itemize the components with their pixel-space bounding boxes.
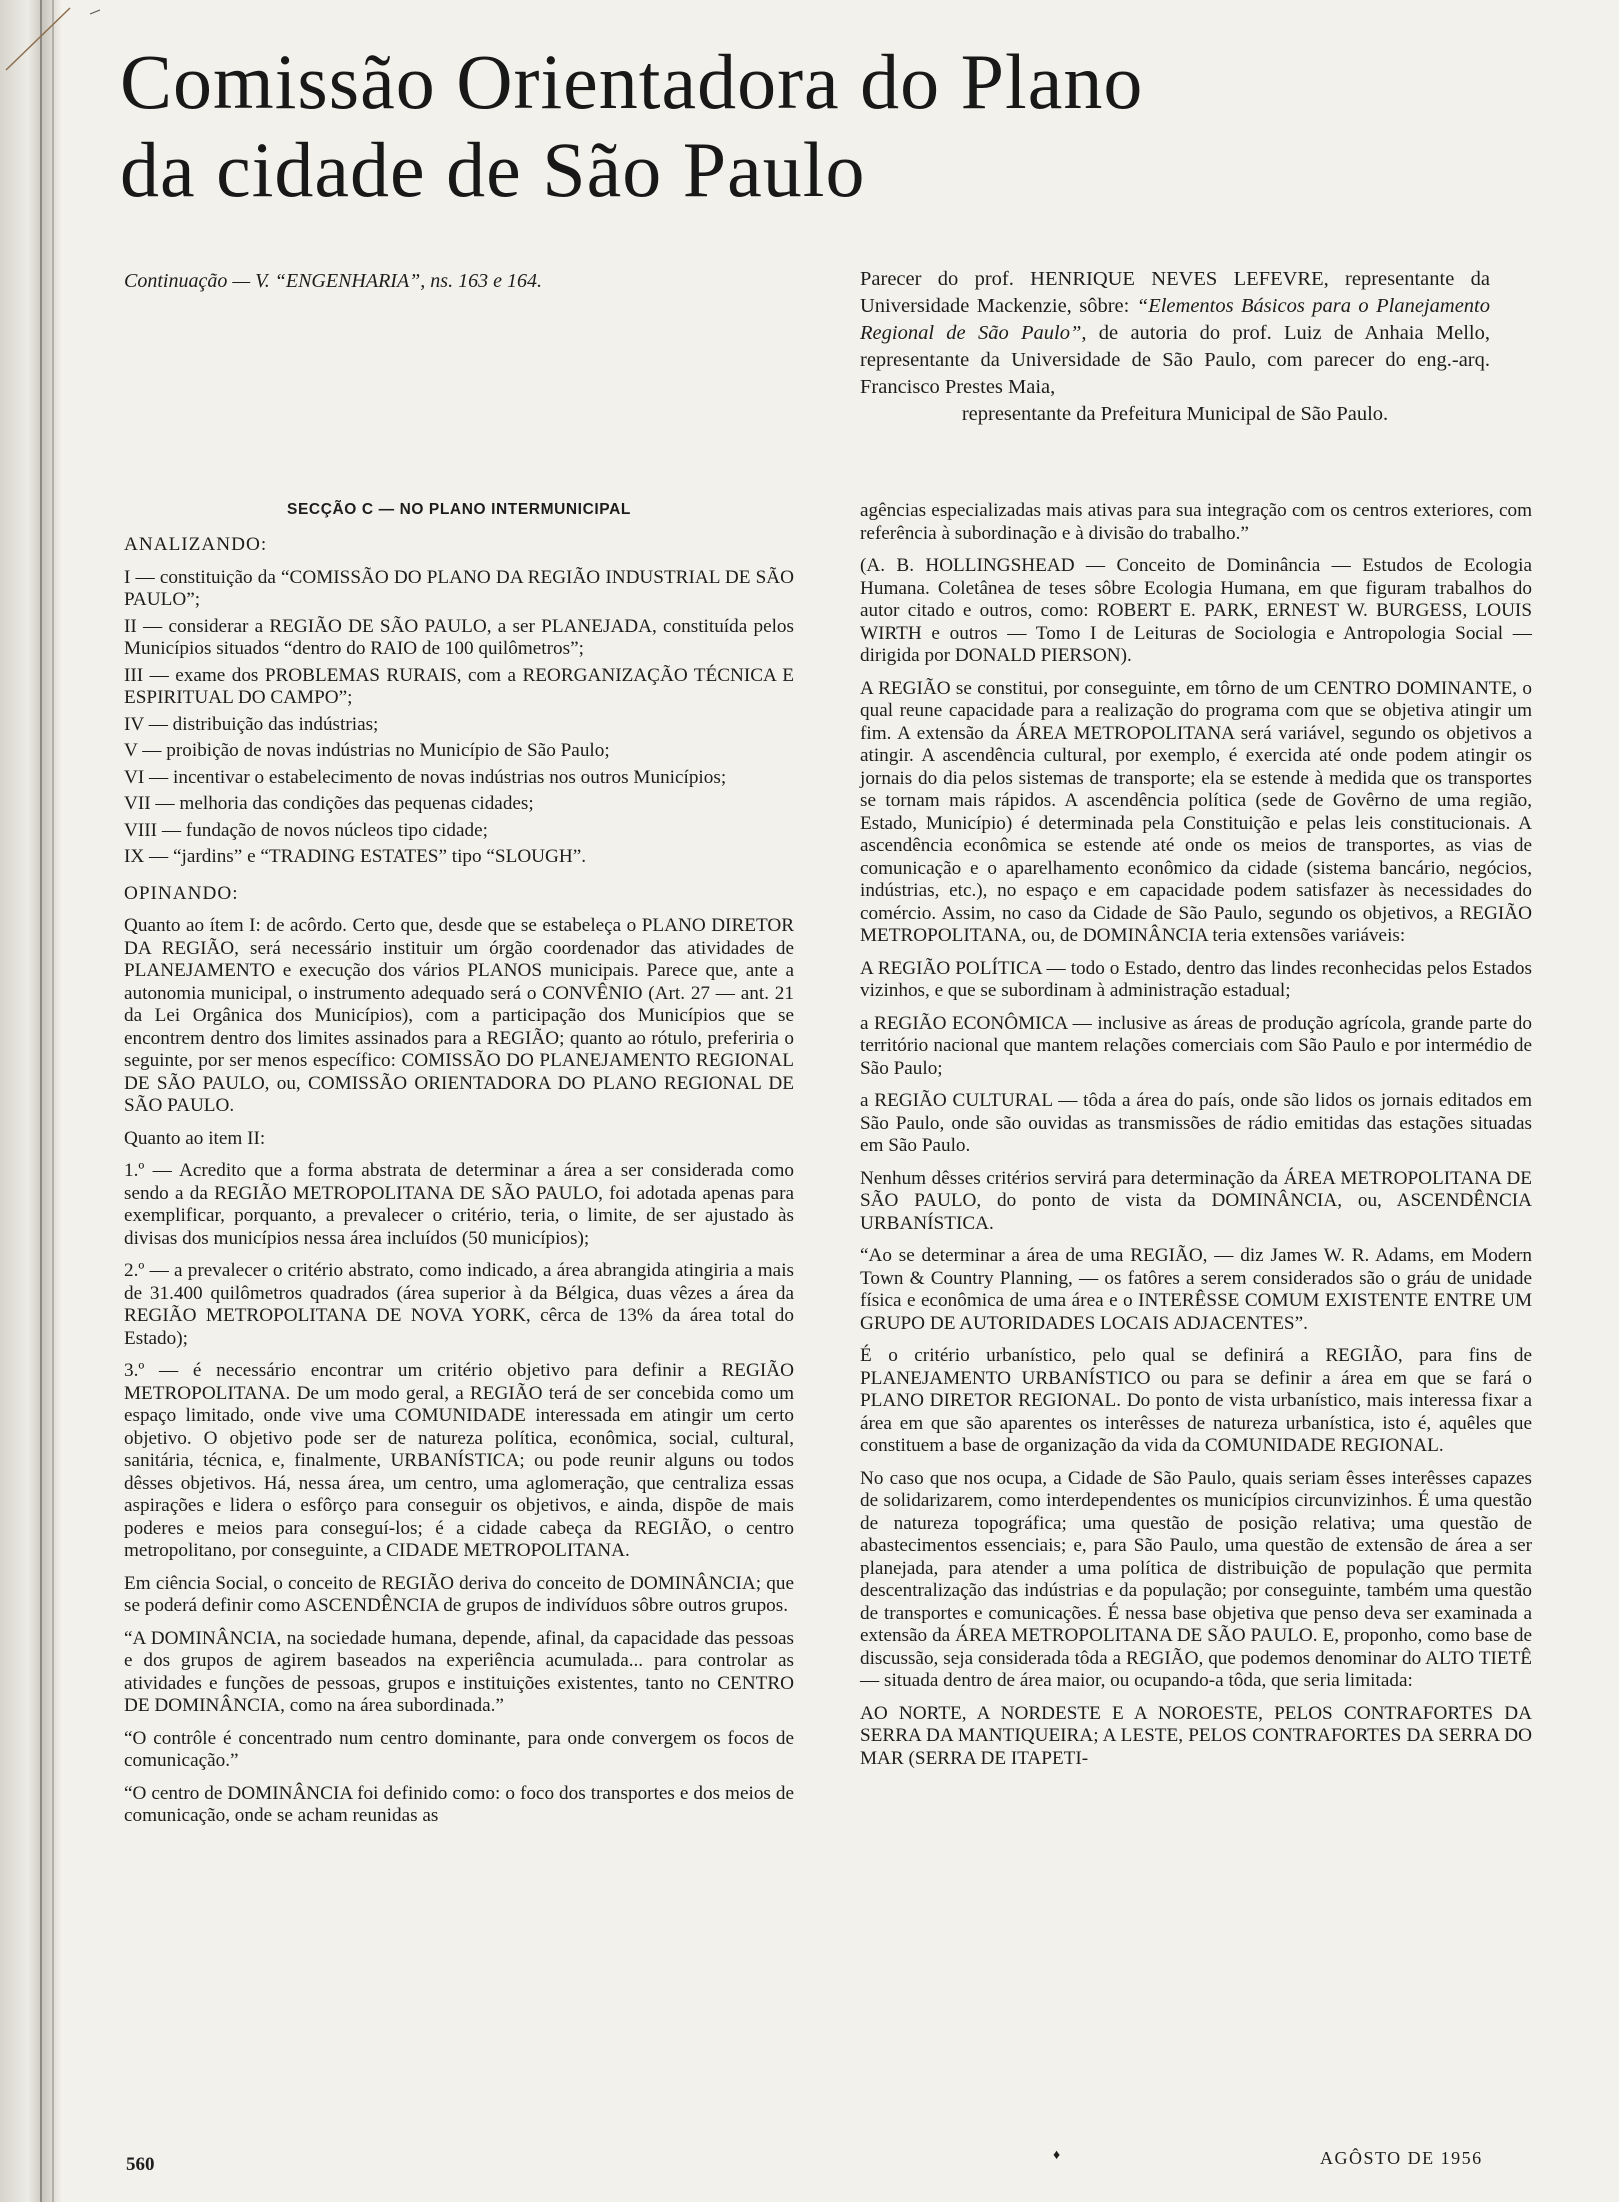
list-item: IX — “jardins” e “TRADING ESTATES” tipo “SLOUGH”.	[124, 846, 587, 867]
pencil-mark	[0, 0, 120, 90]
continuation-note: Continuação — V. “ENGENHARIA”, ns. 163 e 164.	[124, 270, 542, 292]
body-paragraph: Em ciência Social, o conceito de REGIÃO deriva do conceito de DOMINÂNCIA; que se poderá definir como ASCENDÊNCIA de grupos de indivíduos sôbre outros grupos.	[124, 1572, 794, 1616]
parecer-intro	[860, 266, 1490, 428]
body-paragraph: 2.º — a prevalecer o critério abstrato, como indicado, a área abrangida atingiria a mais de 31.400 quilômetros quadrados (área superior à da Bélgica, duas vêzes a área da REGIÃO METROPOLITANA DE NOVA YORK, cêrca de 13% da área total do Estado);	[124, 1260, 794, 1349]
opinando-label: OPINANDO:	[124, 882, 239, 904]
parecer-text-3: representante da Prefeitura Municipal de São Paulo.	[961, 403, 1389, 425]
body-paragraph: AO NORTE, A NORDESTE E A NOROESTE, PELOS CONTRAFORTES DA SERRA DA MANTIQUEIRA; A LESTE, PELOS CONTRAFORTES DA SERRA DO MAR (SERRA DE ITAPETI-	[860, 1702, 1532, 1769]
spine-line	[40, 0, 42, 2202]
list-item: V — proibição de novas indústrias no Município de São Paulo;	[124, 740, 610, 761]
body-paragraph: “O centro de DOMINÂNCIA foi definido como: o foco dos transportes e dos meios de comunicação, onde se acham reunidas as	[124, 1782, 794, 1826]
issue-date: AGÔSTO DE 1956	[1320, 2148, 1483, 2168]
right-column	[860, 500, 1532, 1780]
page-number: 560	[126, 2154, 155, 2175]
body-paragraph: 1.º — Acredito que a forma abstrata de determinar a área a ser considerada como sendo a da REGIÃO METROPOLITANA DE SÃO PAULO, foi adotada apenas para exemplificar, porquanto, a prevalecer o critério, teria, o limite, de ser ajustado às divisas dos municípios nessa área incluídos (50 municípios);	[124, 1160, 794, 1249]
body-paragraph: Quanto ao item II:	[124, 1127, 266, 1149]
parecer-text-1: Parecer do prof. HENRIQUE NEVES LEFEVRE, representante da Universidade Mackenzie, sôbre:	[860, 268, 1490, 317]
list-item: IV — distribuição das indústrias;	[124, 713, 379, 735]
body-paragraph: Quanto ao ítem I: de acôrdo. Certo que, desde que se estabeleça o PLANO DIRETOR DA REGIÃO, será necessário instituir um órgão coordenador das atividades de PLANEJAMENTO e execução dos vários PLANOS municipais. Parece que, ante a autonomia municipal, o instrumento adequado será o CONVÊNIO (Art. 27 — ant. 21 da Lei Orgânica dos Municípios), com a participação dos Municípios que se encontrem dentro dos limites assinados para a REGIÃO; quanto ao rótulo, preferiria o seguinte, por ser menos específico: COMISSÃO DO PLANEJAMENTO REGIONAL DE SÃO PAULO, ou, COMISSÃO ORIENTADORA DO PLANO REGIONAL DE SÃO PAULO.	[124, 915, 794, 1116]
body-paragraph: “A DOMINÂNCIA, na sociedade humana, depende, afinal, da capacidade das pessoas e dos grupos de agirem baseados na experiência acumulada... para controlar as atividades e funções de pessoas, grupos e instituições existentes, tanto no CENTRO DE DOMINÂNCIA, como na área subordinada.”	[124, 1627, 794, 1716]
parecer-work-title: “Elementos Básicos para o Planejamento Regional de São Paulo”	[860, 295, 1490, 344]
list-item: III — exame dos PROBLEMAS RURAIS, com a REORGANIZAÇÃO TÉCNICA E ESPIRITUAL DO CAMPO”;	[124, 664, 794, 708]
body-paragraph: É o critério urbanístico, pelo qual se definirá a REGIÃO, para fins de PLANEJAMENTO URBANÍSTICO ou para se definir a área em que se fará o PLANO DIRETOR REGIONAL. Do ponto de vista urbanístico, mais interessa fixar a área em que são aparentes os interêsses de natureza urbanística, isto é, aquêles que constituem a base de organização da vida da COMUNIDADE REGIONAL.	[860, 1345, 1532, 1456]
title-line-1: Comissão Orientadora do Plano	[120, 38, 1144, 125]
body-paragraph: Nenhum dêsses critérios servirá para determinação da ÁREA METROPOLITANA DE SÃO PAULO, do ponto de vista da DOMINÂNCIA, ou, ASCENDÊNCIA URBANÍSTICA.	[860, 1167, 1532, 1234]
body-paragraph: A REGIÃO se constitui, por conseguinte, em tôrno de um CENTRO DOMINANTE, o qual reune capacidade para a realização do programa com que se objetiva atingir um fim. A extensão da ÁREA METROPOLITANA será variável, segundo os objetivos a atingir. A ascendência cultural, por exemplo, é exercida até onde podem atingir os jornais do dia pelos sistemas de transporte; ela se estende à medida que os transportes se tornam mais rápidos. A ascendência política (sede de Govêrno de uma região, Estado, Município) é determinada pela Constituição e pelas leis constitucionais. A ascendência econômica se estende até onde os meios de transportes, as vias de comunicação e o aparelhamento econômico da cidade (sistema bancário, negócios, indústrias, etc.), no espaço e em capacidade podem satisfazer às necessidades do comércio. Assim, no caso da Cidade de São Paulo, segundo os objetivos, a REGIÃO METROPOLITANA, ou, de DOMINÂNCIA teria extensões variáveis:	[860, 677, 1532, 946]
body-paragraph: a REGIÃO ECONÔMICA — inclusive as áreas de produção agrícola, grande parte do território nacional que mantem relações comerciais com São Paulo e por intermédio de São Paulo;	[860, 1012, 1532, 1079]
quote-paragraph: “Ao se determinar a área de uma REGIÃO, — diz James W. R. Adams, em Modern Town & Country Planning, — os fatôres a serem considerados são o gráu de unidade física e econômica de uma área e o INTERÊSSE COMUM EXISTENTE ENTRE UM GRUPO DE AUTORIDADES LOCAIS ADJACENTES”.	[860, 1245, 1532, 1334]
citation-paragraph: (A. B. HOLLINGSHEAD — Conceito de Dominância — Estudos de Ecologia Humana. Coletânea de teses sôbre Ecologia Humana, em que figuram trabalhos do autor citado e outros, como: ROBERT E. PARK, ERNEST W. BURGESS, LOUIS WIRTH e outros — Tomo I de Leituras de Sociologia e Antropologia Social — dirigida por DONALD PIERSON).	[860, 555, 1532, 666]
title-line-2: da cidade de São Paulo	[120, 126, 866, 213]
binding-spine	[0, 0, 62, 2202]
body-paragraph: A REGIÃO POLÍTICA — todo o Estado, dentro das lindes reconhecidas pelos Estados vizinhos, e que se subordinam à administração estadual;	[860, 957, 1532, 1001]
analizando-label: ANALIZANDO:	[124, 534, 268, 555]
left-column	[124, 500, 794, 1838]
section-heading: SECÇÃO C — NO PLANO INTERMUNICIPAL	[287, 501, 631, 518]
list-item: II — considerar a REGIÃO DE SÃO PAULO, a ser PLANEJADA, constituída pelos Municípios situados “dentro do RAIO de 100 quilômetros”;	[124, 615, 794, 659]
body-paragraph: 3.º — é necessário encontrar um critério objetivo para definir a REGIÃO METROPOLITANA. De um modo geral, a REGIÃO terá de ser concebida como um espaço limitado, onde vive uma COMUNIDADE interessada em atingir um certo objetivo. O objetivo pode ser de natureza política, econômica, social, cultural, sanitária, técnica, e, finalmente, URBANÍSTICA; ou pode reunir alguns ou todos dêsses objetivos. Há, nessa área, um centro, uma aglomeração, que centraliza essas aspirações e lidera o esfôrço para conseguir os objetivos, e ainda, dispõe de mais poderes e meios para conseguí-los; é a cidade cabeça da REGIÃO, o centro metropolitano, por conseguinte, a CIDADE METROPOLITANA.	[124, 1360, 794, 1561]
body-paragraph: “O contrôle é concentrado num centro dominante, para onde convergem os focos de comunicação.”	[124, 1727, 794, 1771]
body-paragraph: a REGIÃO CULTURAL — tôda a área do país, onde são lidos os jornais editados em São Paulo, onde são ouvidas as transmissões de rádio emitidas das estações situadas em São Paulo.	[860, 1090, 1532, 1156]
spine-line	[52, 0, 54, 2202]
list-item: VIII — fundação de novos núcleos tipo cidade;	[124, 819, 488, 841]
analysis-list	[124, 567, 794, 869]
list-item: I — constituição da “COMISSÃO DO PLANO DA REGIÃO INDUSTRIAL DE SÃO PAULO”;	[124, 566, 794, 610]
list-item: VI — incentivar o estabelecimento de novas indústrias nos outros Municípios;	[124, 766, 727, 788]
page-title	[120, 38, 1540, 214]
parecer-text-2: , de autoria do prof. Luiz de Anhaia Mello, representante da Universidade de São Paulo, com parecer do eng.-arq. Francisco Prestes Maia,	[860, 322, 1490, 398]
body-paragraph: No caso que nos ocupa, a Cidade de São Paulo, quais seriam êsses interêsses capazes de solidarizarem, como interdependentes os municípios circunvizinhos. É uma questão de natureza topográfica; uma questão de posição relativa; uma questão de abastecimentos essenciais; e, para São Paulo, uma questão de extensão de área a ser planejada, para atender a uma política de distribuição de população que permita descentralização das indústrias e da população; por conseguinte, também uma questão de transportes e comunicações. É nessa base objetiva que penso deva ser examinada a extensão da ÁREA METROPOLITANA DE SÃO PAULO. E, proponho, como base de discussão, seja considerada tôda a REGIÃO, que podemos denominar do ALTO TIETÊ — situada dentro de área maior, ou ocupando-a tôda, que seria limitada:	[860, 1467, 1532, 1691]
footer-ornament: ♦	[1053, 2148, 1061, 2163]
body-paragraph: agências especializadas mais ativas para sua integração com os centros exteriores, com referência à subordinação e à divisão do trabalho.”	[860, 500, 1532, 544]
list-item: VII — melhoria das condições das pequenas cidades;	[124, 793, 534, 814]
